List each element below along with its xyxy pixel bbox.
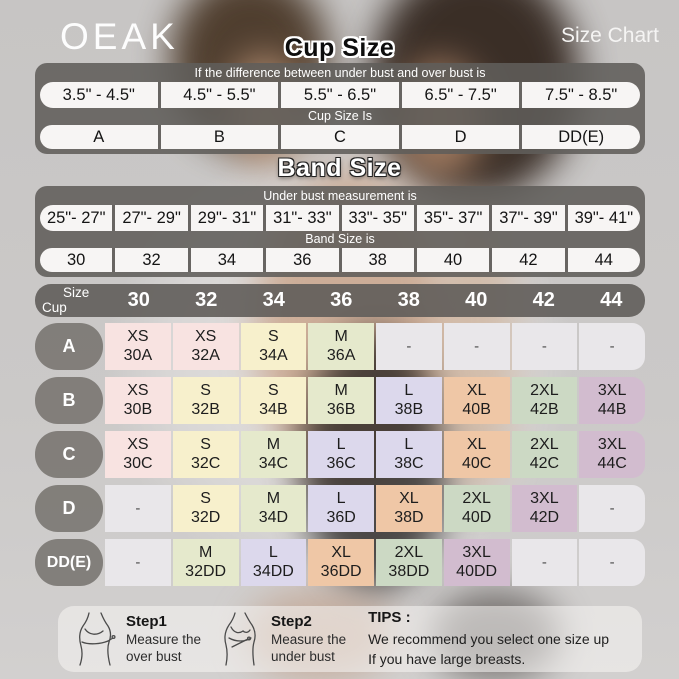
band-range-cell: 29"- 31": [191, 205, 266, 231]
matrix-cell: 2XL 42C: [512, 431, 578, 478]
matrix-cell: S 34B: [241, 377, 307, 424]
matrix-cell: L 36C: [308, 431, 374, 478]
matrix-cell: -: [444, 323, 510, 370]
cup-condition-label: If the difference between under bust and over bust is: [194, 66, 486, 80]
matrix-cell: -: [105, 485, 171, 532]
matrix-cell: 2XL 38DD: [376, 539, 442, 586]
matrix-cell: -: [579, 539, 645, 586]
matrix-cell: XL 40B: [444, 377, 510, 424]
step2-block: [271, 613, 346, 666]
step2-title: Step2: [271, 612, 312, 630]
cup-size-heading: Cup Size: [284, 34, 395, 62]
band-value-cell: 30: [40, 248, 115, 272]
band-value-cell: 40: [417, 248, 492, 272]
matrix-cell: L 38C: [376, 431, 442, 478]
brand-logo: OEAK: [60, 16, 179, 57]
matrix-cell: 3XL 40DD: [444, 539, 510, 586]
band-value-cell: 34: [191, 248, 266, 272]
matrix-cell: 3XL 44C: [579, 431, 645, 478]
measure-underbust-icon: [217, 611, 263, 667]
matrix-cell: L 38B: [376, 377, 442, 424]
step1-title: Step1: [126, 612, 167, 630]
matrix-row: [35, 485, 645, 532]
footer-bar: [58, 606, 642, 672]
matrix-column-header: 30: [127, 289, 150, 311]
band-value-cell: 32: [115, 248, 190, 272]
matrix-column-header: 40: [465, 289, 488, 311]
matrix-column-header: 38: [397, 289, 420, 311]
matrix-cell: M 34D: [241, 485, 307, 532]
matrix-cell: XS 30A: [105, 323, 171, 370]
matrix-row-label: D: [35, 485, 103, 532]
band-range-cell: 33"- 35": [342, 205, 417, 231]
matrix-row-label: DD(E): [35, 539, 103, 586]
band-value-cell: 42: [492, 248, 567, 272]
matrix-column-header: 42: [532, 289, 555, 311]
tips-line2: If you have large breasts.: [368, 651, 526, 667]
step1-line2: over bust: [126, 648, 182, 664]
matrix-cell: S 34A: [241, 323, 307, 370]
matrix-cell: 3XL 42D: [512, 485, 578, 532]
matrix-row-label: B: [35, 377, 103, 424]
band-value-cell: 44: [568, 248, 640, 272]
cup-range-cell: 5.5" - 6.5": [281, 82, 402, 108]
cup-range-cell: 3.5" - 4.5": [40, 82, 161, 108]
cup-value-cell: C: [281, 125, 402, 149]
matrix-cell: L 34DD: [241, 539, 307, 586]
matrix-cell: M 36A: [308, 323, 374, 370]
cup-value-cell: B: [161, 125, 282, 149]
matrix-cell: XS 30B: [105, 377, 171, 424]
matrix-cell: -: [105, 539, 171, 586]
matrix-cell: 2XL 42B: [512, 377, 578, 424]
matrix-cell: XL 40C: [444, 431, 510, 478]
matrix-corner-size-label: Size: [63, 285, 90, 300]
band-range-cell: 35"- 37": [417, 205, 492, 231]
matrix-cell: M 34C: [241, 431, 307, 478]
cup-range-cell: 6.5" - 7.5": [402, 82, 523, 108]
band-range-cell: 25"- 27": [40, 205, 115, 231]
matrix-cell: 2XL 40D: [444, 485, 510, 532]
measure-overbust-icon: [72, 611, 118, 667]
cup-value-cell: D: [402, 125, 523, 149]
matrix-column-header: 34: [262, 289, 285, 311]
band-range-cell: 37"- 39": [492, 205, 567, 231]
matrix-corner-cell: [35, 284, 105, 317]
matrix-column-header: 36: [330, 289, 353, 311]
band-range-row: [40, 205, 640, 231]
matrix-cell: L 36D: [308, 485, 374, 532]
cup-value-row: [40, 125, 640, 149]
step1-block: [126, 613, 201, 666]
matrix-cell: M 32DD: [173, 539, 239, 586]
step2-line2: under bust: [271, 648, 335, 664]
matrix-cell: XS 32A: [173, 323, 239, 370]
step2-line1: Measure the: [271, 631, 347, 647]
band-value-row: [40, 248, 640, 272]
cup-range-cell: 7.5" - 8.5": [522, 82, 640, 108]
band-range-cell: 39"- 41": [568, 205, 640, 231]
cup-value-cell: DD(E): [522, 125, 640, 149]
matrix-cell: -: [512, 323, 578, 370]
cup-range-row: [40, 82, 640, 108]
page-title: Size Chart: [560, 24, 659, 47]
tips-title: TIPS :: [368, 608, 411, 626]
matrix-cell: -: [579, 323, 645, 370]
matrix-row: [35, 431, 645, 478]
matrix-row: [35, 539, 645, 586]
matrix-cell: -: [579, 485, 645, 532]
band-range-cell: 31"- 33": [266, 205, 341, 231]
matrix-cell: XL 38D: [376, 485, 442, 532]
matrix-cell: S 32D: [173, 485, 239, 532]
step1-line1: Measure the: [126, 631, 202, 647]
matrix-row: [35, 323, 645, 370]
matrix-row: [35, 377, 645, 424]
matrix-column-header: 44: [600, 289, 623, 311]
matrix-corner-cup-label: Cup: [42, 300, 67, 315]
matrix-cell: S 32B: [173, 377, 239, 424]
band-result-label: Band Size is: [305, 232, 375, 246]
cup-size-panel: [35, 63, 645, 154]
matrix-cell: XL 36DD: [308, 539, 374, 586]
matrix-row-label: C: [35, 431, 103, 478]
tips-block: [368, 609, 632, 670]
matrix-column-header: 32: [195, 289, 218, 311]
band-value-cell: 36: [266, 248, 341, 272]
band-range-cell: 27"- 29": [115, 205, 190, 231]
band-size-panel: [35, 186, 645, 277]
band-condition-label: Under bust measurement is: [263, 189, 417, 203]
tips-line1: We recommend you select one size up: [368, 630, 610, 647]
band-size-heading: Band Size: [277, 154, 402, 182]
matrix-cell: -: [376, 323, 442, 370]
cup-result-label: Cup Size Is: [308, 109, 372, 123]
matrix-cell: -: [512, 539, 578, 586]
matrix-cell: XS 30C: [105, 431, 171, 478]
matrix-header-row: [35, 284, 645, 317]
matrix-cell: S 32C: [173, 431, 239, 478]
cup-range-cell: 4.5" - 5.5": [161, 82, 282, 108]
matrix-cell: M 36B: [308, 377, 374, 424]
matrix-row-label: A: [35, 323, 103, 370]
band-value-cell: 38: [342, 248, 417, 272]
matrix-cell: 3XL 44B: [579, 377, 645, 424]
cup-value-cell: A: [40, 125, 161, 149]
